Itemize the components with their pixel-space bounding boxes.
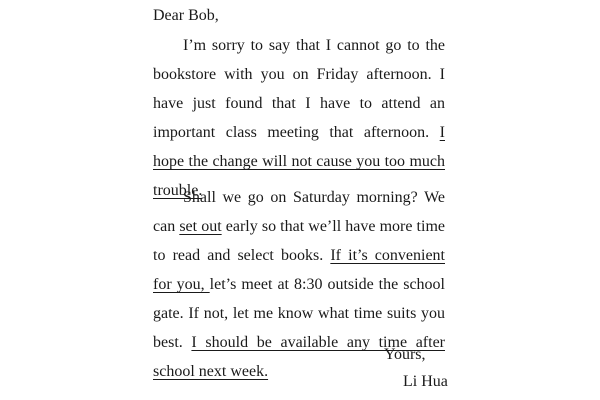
paragraph-2-text: early so that we’ll have more time to read and select books. — [153, 218, 445, 264]
underlined-phrase: I should be available any time after school next week. — [153, 334, 445, 380]
signature: Li Hua — [403, 373, 448, 390]
salutation: Dear Bob, — [153, 7, 219, 24]
paragraph-1-text: I’m sorry to say that I cannot go to the bookstore with you on Friday afternoon. I have just found that I have to attend an important class meeting that afternoon. — [153, 37, 445, 141]
paragraph-2-text: Shall we go on Saturday morning? We can — [153, 189, 445, 235]
underlined-phrase: I hope the change will not cause you too much trouble. — [153, 124, 445, 199]
paragraph-2-text: let’s meet at 8:30 outside the school gate. If not, let me know what time suits you best. — [153, 276, 445, 351]
paragraph-1 — [153, 31, 445, 205]
closing: Yours, — [384, 346, 426, 363]
underlined-phrase: set out — [179, 218, 222, 235]
underlined-phrase: If it’s convenient for you, — [153, 247, 445, 293]
